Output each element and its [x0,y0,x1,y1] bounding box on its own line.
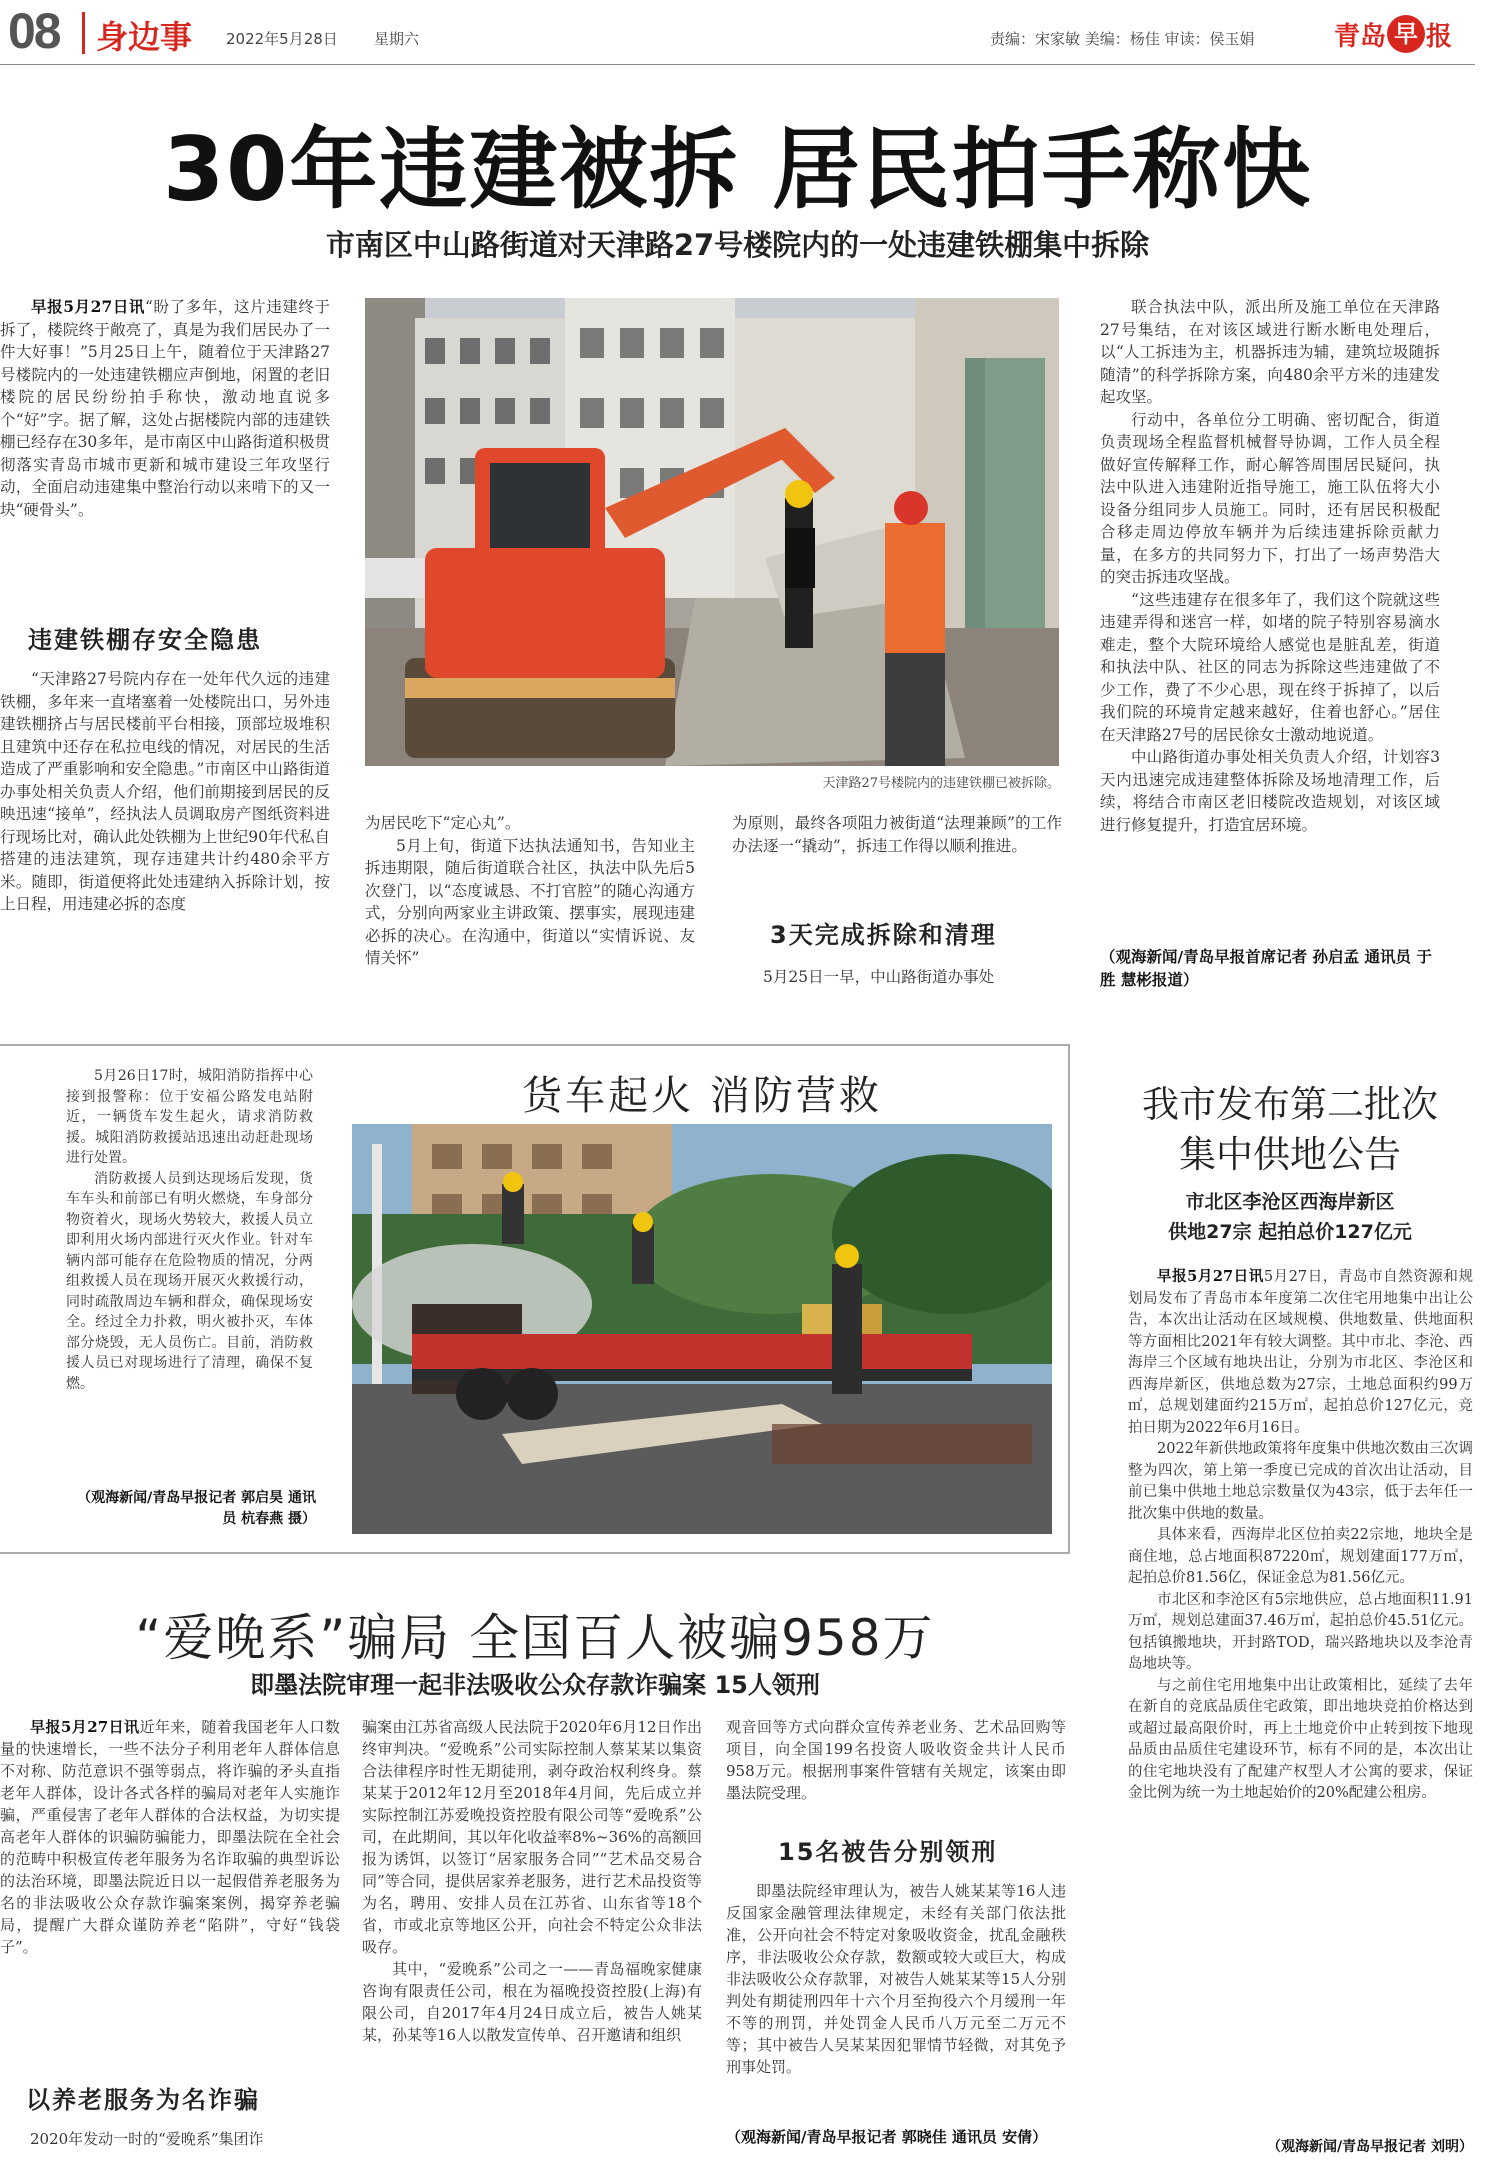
article4-column-2 [362,1716,702,2158]
article3-text3: 具体来看，西海岸北区位拍卖22宗地，地块全是商住地，总占地面积87220㎡，规划建面177万㎡，起拍总价81.56亿，保证金总为81.56亿元。 [1128,1527,1473,1586]
article4-credit: （观海新闻/青岛早报记者 郭晓佳 通讯员 安倩） [726,2128,1048,2146]
article1-subheadline: 市南区中山路街道对天津路27号楼院内的一处违建铁棚集中拆除 [325,228,1150,262]
article1-col3-text: 为原则，最终各项阻力被街道“法理兼顾”的工作办法逐一“撬动”，拆违工作得以顺利推进。 [732,814,1062,855]
editor-credits: 责编：宋家敏 美编：杨佳 审读：侯玉娟 [990,30,1255,48]
article4-headline: “爱晚系”骗局 全国百人被骗958万 [135,1609,935,1667]
article4-col2-text: 骗案由江苏省高级人民法院于2020年6月12日作出终审判决。“爱晚系”公司实际控制人蔡某某以集资合法律程序时性无期徒刑，剥夺政治权利终身。蔡某某于2012年12月至2018年4月间，先后成立并实际控制江苏爱晚投资控股有限公司等“爱晚系”公司，在此期间，其以年化收益率8%~36%的高额回报为诱饵，以签订“居家服务合同”“艺术品交易合同”等合同，提供居家养老服务，进行艺术品投资等为名，聘用、安排人员在江苏省、山东省等18个省，市或北京等地区公开，向社会不特定公众非法吸存。 [362,1718,702,1956]
article4-col3-text2: 即墨法院经审理认为，被告人姚某某等16人违反国家金融管理法律规定，未经有关部门依法批准，公开向社会不特定对象吸收资金，扰乱金融秩序，非法吸收公众存款，数额或较大或巨大，构成非法吸收公众存款罪，对被告人姚某某等15人分别判处有期徒刑四年十六个月至拘役六个月缓刑一年不等的刑罚，并处罚金人民币八万元至二万元不等；其中被告人吴某某因犯罪情节轻微，对其免予刑事处罚。 [726,1882,1066,2076]
article3-lead: 早报5月27日讯 [1157,1268,1264,1285]
demolition-photo [365,298,1059,766]
article3-subhead [1100,1187,1480,1247]
article1-col2-text: 为居民吃下“定心丸”。 [365,814,521,832]
paper-logo-left: 青岛 [1334,21,1387,52]
article4-column-3b [726,1880,1066,2120]
article1-credit: （观海新闻/青岛早报首席记者 孙启孟 通讯员 于胜 慧彬报道） [1100,948,1432,989]
article4-col2-text2: 其中，“爱晚系”公司之一——青岛福晚家健康咨询有限责任公司，根在为福晚投资控股(上海)有限公司，自2017年4月24日成立后，被告人姚某某，孙某等16人以散发宣传单、召开邀请和组织 [362,1960,702,2044]
article3-headline-line1: 我市发布第二批次 [1142,1083,1438,1126]
article3-text4: 市北区和李沧区有5宗地供应，总占地面积11.91万㎡，规划总建面37.46万㎡，起拍总价45.51亿元。包括镇搬地块，开封路TOD，瑞兴路地块以及李沧青岛地块等。 [1128,1591,1473,1672]
article3-headline [1100,1080,1480,1180]
article3-text2: 2022年新供地政策将年度集中供地次数由三次调整为四次，第上第一季度已完成的首次出让活动，目前已集中供地土地总宗数量仅为43宗，低于去年任一批次集中供地的数量。 [1128,1441,1473,1522]
article4-lead: 早报5月27日讯 [30,1718,140,1736]
article1-column-3 [732,812,1062,884]
issue-weekday: 星期六 [374,30,420,48]
demolition-photo-caption: 天津路27号楼院内的违建铁棚已被拆除。 [822,776,1060,791]
article2-credit: （观海新闻/青岛早报记者 郭启昊 通讯员 杭春燕 摄） [77,1490,316,1527]
article4-subheadline: 即墨法院审理一起非法吸收公众存款诈骗案 15人领刑 [250,1671,820,1699]
article3-subhead-line2: 供地27宗 起拍总价127亿元 [1168,1221,1412,1243]
article1-column-1b [0,668,330,990]
header-divider-bar [82,12,85,54]
article1-col4-text2: 行动中，各单位分工明确、密切配合，街道负责现场全程监督机械督导协调，工作人员全程做好宣传解释工作，耐心解答周围居民疑问，执法中队进入违建附近指导施工，施工队伍将大小设备分组同步人员施工。同时，还有居民积极配合移走周边停放车辆并为后续违建拆除贡献力量，在多方的共同努力下，打出了一场声势浩大的突击拆违攻坚战。 [1100,410,1440,586]
article1-column-4 [1100,296,1440,944]
article1-col3-text2: 5月25日一早，中山路街道办事处 [763,968,995,986]
article3-text5: 与之前住宅用地集中出让政策相比，延续了去年在新自的竞底品质住宅政策，即出地块竞拍价格达到或超过最高限价时，再上土地竞价中止转到按下地现品质由品质住宅建设环节，标有不同的是，本次出让的住宅地块没有了配建产权型人才公寓的要求，保证金比例为统一为土地起始价的20%配建公租房。 [1128,1677,1473,1801]
article4-column-1b [0,2128,340,2158]
article4-col1-text: 近年来，随着我国老年人口数量的快速增长，一些不法分子利用老年人群体信息不对称、防范意识不强等弱点，将诈骗的矛头直指老年人群体，设计各式各样的骗局对老年人实施诈骗，严重侵害了老年人群体的合法权益，为切实提高老年人群体的识骗防骗能力，即墨法院在全社会的范畴中积极宣传老年服务为名诈取骗的典型诉讼的法治环境，即墨法院近日以一起假借养老服务为名的非法吸收公众存款诈骗案案例，揭穿养老骗局，提醒广大群众谨防养老“陷阱”，守好“钱袋子”。 [0,1718,340,1956]
article1-subhead-2: 3天完成拆除和清理 [770,921,997,949]
paper-logo [1334,14,1452,54]
article1-col4-text4: 中山路街道办事处相关负责人介绍，计划容3天内迅速完成违建整体拆除及场地清理工作，后续，将结合市南区老旧楼院改造规划，对该区域进行修复提升，打造宜居环境。 [1100,748,1440,834]
article4-column-1 [0,1716,340,2074]
truck-fire-photo [352,1124,1052,1534]
article2-text: 5月26日17时，城阳消防指挥中心接到报警称：位于安福公路发电站附近，一辆货车发生起火，请求消防救援。城阳消防救援站迅速出动赶赴现场进行处置。 [66,1068,313,1166]
page-number: 08 [8,3,60,59]
header-rule [0,64,1475,65]
article1-col1-text2: “天津路27号院内存在一处年代久远的违建铁棚，多年来一直堵塞着一处楼院出口，另外违建铁棚挤占与居民楼前平台相接，顶部垃圾堆积且建筑中还存在私拉电线的情况，对居民的生活造成了严重影响和安全隐患。”市南区中山路街道办事处相关负责人介绍，他们前期接到居民的反映迅速“接单”，经执法人员调取房产图纸资料进行现场比对，确认此处铁棚为上世纪90年代私自搭建的违法建筑，现存违建共计约480余平方米。随即，街道便将此处违建纳入拆除计划，按上日程，用违建必拆的态度 [0,670,330,913]
article1-col1-text: “盼了多年，这片违建终于拆了，楼院终于敞亮了，真是为我们居民办了一件大好事！”5月25日上午，随着位于天津路27号楼院内的一处违建铁棚应声倒地，闲置的老旧楼院的居民纷纷拍手称快，激动地直说多个“好”字。据了解，这处占据楼院内部的违建铁棚已经存在30多年，是市南区中山路街道积极贯彻落实青岛市城市更新和城市建设三年攻坚行动，全面启动违建集中整治行动以来啃下的又一块“硬骨头”。 [0,298,330,519]
section-title: 身边事 [96,18,193,56]
article1-column-2 [365,812,695,992]
article1-column-1 [0,296,330,608]
page-header [0,0,1500,62]
article3-credit: （观海新闻/青岛早报记者 刘明） [1267,2139,1473,2155]
article3-column [1128,1266,1473,2132]
article4-col1-text2: 2020年发动一时的“爱晚系”集团诈 [30,2130,264,2148]
article2-headline: 货车起火 消防营救 [522,1073,882,1119]
article4-column-3 [726,1716,1066,1806]
article1-lead: 早报5月27日讯 [31,297,146,316]
article2-text2: 消防救援人员到达现场后发现，货车车头和前部已有明火燃烧，车身部分物资着火，现场火势较大，救援人员立即利用火场内部进行灭火作业。针对车辆内部可能存在危险物质的情况，分两组救援人员在现场开展灭火救援行动，同时疏散周边车辆和群众，确保现场安全。经过全力扑救，明火被扑灭，车体部分烧毁，无人员伤亡。目前，消防救援人员已对现场进行了清理，确保不复燃。 [66,1170,313,1392]
article2-column [66,1066,313,1520]
article3-subhead-line1: 市北区李沧区西海岸新区 [1185,1191,1395,1213]
article4-subhead-1: 以养老服务为名诈骗 [26,2086,260,2114]
paper-logo-circle: 早 [1387,15,1425,53]
article3-text1: 5月27日，青岛市自然资源和规划局发布了青岛市本年度第二次住宅用地集中出让公告，本次出让活动在区域规模、供地数量、供地面积等方面相比2021年有较大调整。其中市北、李沧、西海岸三个区域有地块出让，分别为市北区、李沧区和西海岸新区，供地总数为27宗，土地总面积约99万㎡，总规划建面约215万㎡，起拍总价127亿元，竞拍日期为2022年6月16日。 [1128,1269,1473,1436]
article4-subhead-2: 15名被告分别领刑 [778,1838,998,1866]
paper-logo-right: 报 [1426,21,1453,52]
article1-col4-text3: “这些违建存在很多年了，我们这个院就这些违建弄得和迷宫一样，如堵的院子特别容易滴水难走，整个大院环境给人感觉也是脏乱差，街道和执法中队、社区的同志为拆除这些违建做了不少工作，费了不少心思，现在终于拆掉了，以后我们院的环境肯定越来越好，住着也舒心。”居住在天津路27号的居民徐女士激动地说道。 [1100,590,1440,744]
article4-col3-text: 观音回等方式向群众宣传养老业务、艺术品回购等项目，向全国199名投资人吸收资金共计人民币958万元。根据刑事案件管辖有关规定，该案由即墨法院受理。 [726,1718,1066,1802]
article1-headline: 30年违建被拆 居民拍手称快 [162,118,1313,221]
article3-headline-line2: 集中供地公告 [1179,1133,1401,1176]
issue-date: 2022年5月28日 [226,30,338,48]
article1-col2-text2: 5月上旬，街道下达执法通知书，告知业主拆违期限，随后街道联合社区，执法中队先后5次登门，以“态度诚恳、不打官腔”的随心沟通方式，分别向两家业主讲政策、摆事实，展现违建必拆的决心。在沟通中，街道以“实情诉说、友情关怀” [365,836,695,967]
article1-subhead-1: 违建铁棚存安全隐患 [28,626,262,654]
article1-column-3b [732,966,1062,992]
article1-col4-text: 联合执法中队，派出所及施工单位在天津路27号集结，在对该区域进行断水断电处理后，以“人工拆违为主，机器拆违为辅，建筑垃圾随拆随清”的科学拆除方案，向480余平方米的违建发起攻坚。 [1100,298,1440,406]
